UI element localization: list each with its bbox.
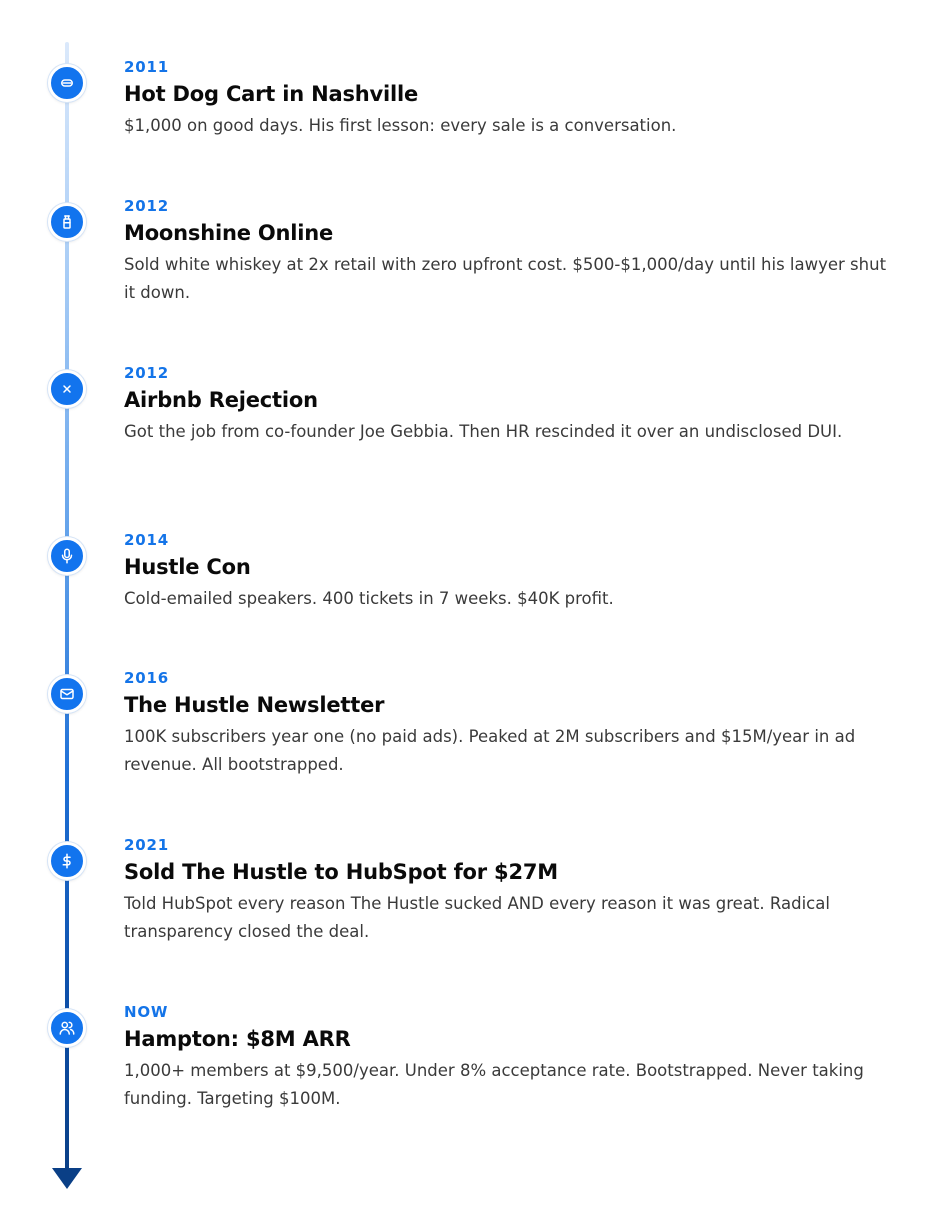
dollar-icon: [48, 842, 86, 880]
timeline-entry: [124, 1003, 894, 1113]
entry-description: 100K subscribers year one (no paid ads). Peaked at 2M subscribers and $15M/year in ad revenue. All bootstrapped.: [124, 727, 856, 774]
entry-description: Sold white whiskey at 2x retail with zero upfront cost. $500-$1,000/day until his lawyer shut it down.: [124, 255, 887, 302]
entry-description: $1,000 on good days. His first lesson: every sale is a conversation.: [124, 116, 677, 135]
entry-description: 1,000+ members at $9,500/year. Under 8% acceptance rate. Bootstrapped. Never taking funding. Targeting $100M.: [124, 1061, 864, 1108]
arrow-down-icon: [52, 1168, 82, 1189]
timeline-entry: [124, 58, 894, 140]
users-icon: [48, 1009, 86, 1047]
entry-title: Hot Dog Cart in Nashville: [124, 82, 419, 106]
entry-title: Sold The Hustle to HubSpot for $27M: [124, 860, 558, 884]
timeline-entry: [124, 364, 894, 446]
entry-year: 2011: [124, 58, 169, 76]
entry-description: Got the job from co-founder Joe Gebbia. Then HR rescinded it over an undisclosed DUI.: [124, 422, 843, 441]
entry-title: Airbnb Rejection: [124, 388, 318, 412]
entry-title: Hampton: $8M ARR: [124, 1027, 351, 1051]
hot-dog-icon: [48, 64, 86, 102]
entry-title: The Hustle Newsletter: [124, 693, 385, 717]
x-icon: [48, 370, 86, 408]
timeline-entry: [124, 197, 894, 307]
entry-title: Moonshine Online: [124, 221, 334, 245]
entry-description: Told HubSpot every reason The Hustle sucked AND every reason it was great. Radical transparency closed the deal.: [124, 894, 830, 941]
entry-title: Hustle Con: [124, 555, 251, 579]
bottle-icon: [48, 203, 86, 241]
entry-year: NOW: [124, 1003, 169, 1021]
entry-year: 2016: [124, 669, 169, 687]
entry-year: 2014: [124, 531, 169, 549]
entry-description: Cold-emailed speakers. 400 tickets in 7 weeks. $40K profit.: [124, 589, 614, 608]
mail-icon: [48, 675, 86, 713]
timeline-entry: [124, 669, 894, 779]
microphone-icon: [48, 537, 86, 575]
entry-year: 2012: [124, 364, 169, 382]
timeline-entry: [124, 836, 894, 946]
entry-year: 2021: [124, 836, 169, 854]
entry-year: 2012: [124, 197, 169, 215]
timeline-entry: [124, 531, 894, 613]
